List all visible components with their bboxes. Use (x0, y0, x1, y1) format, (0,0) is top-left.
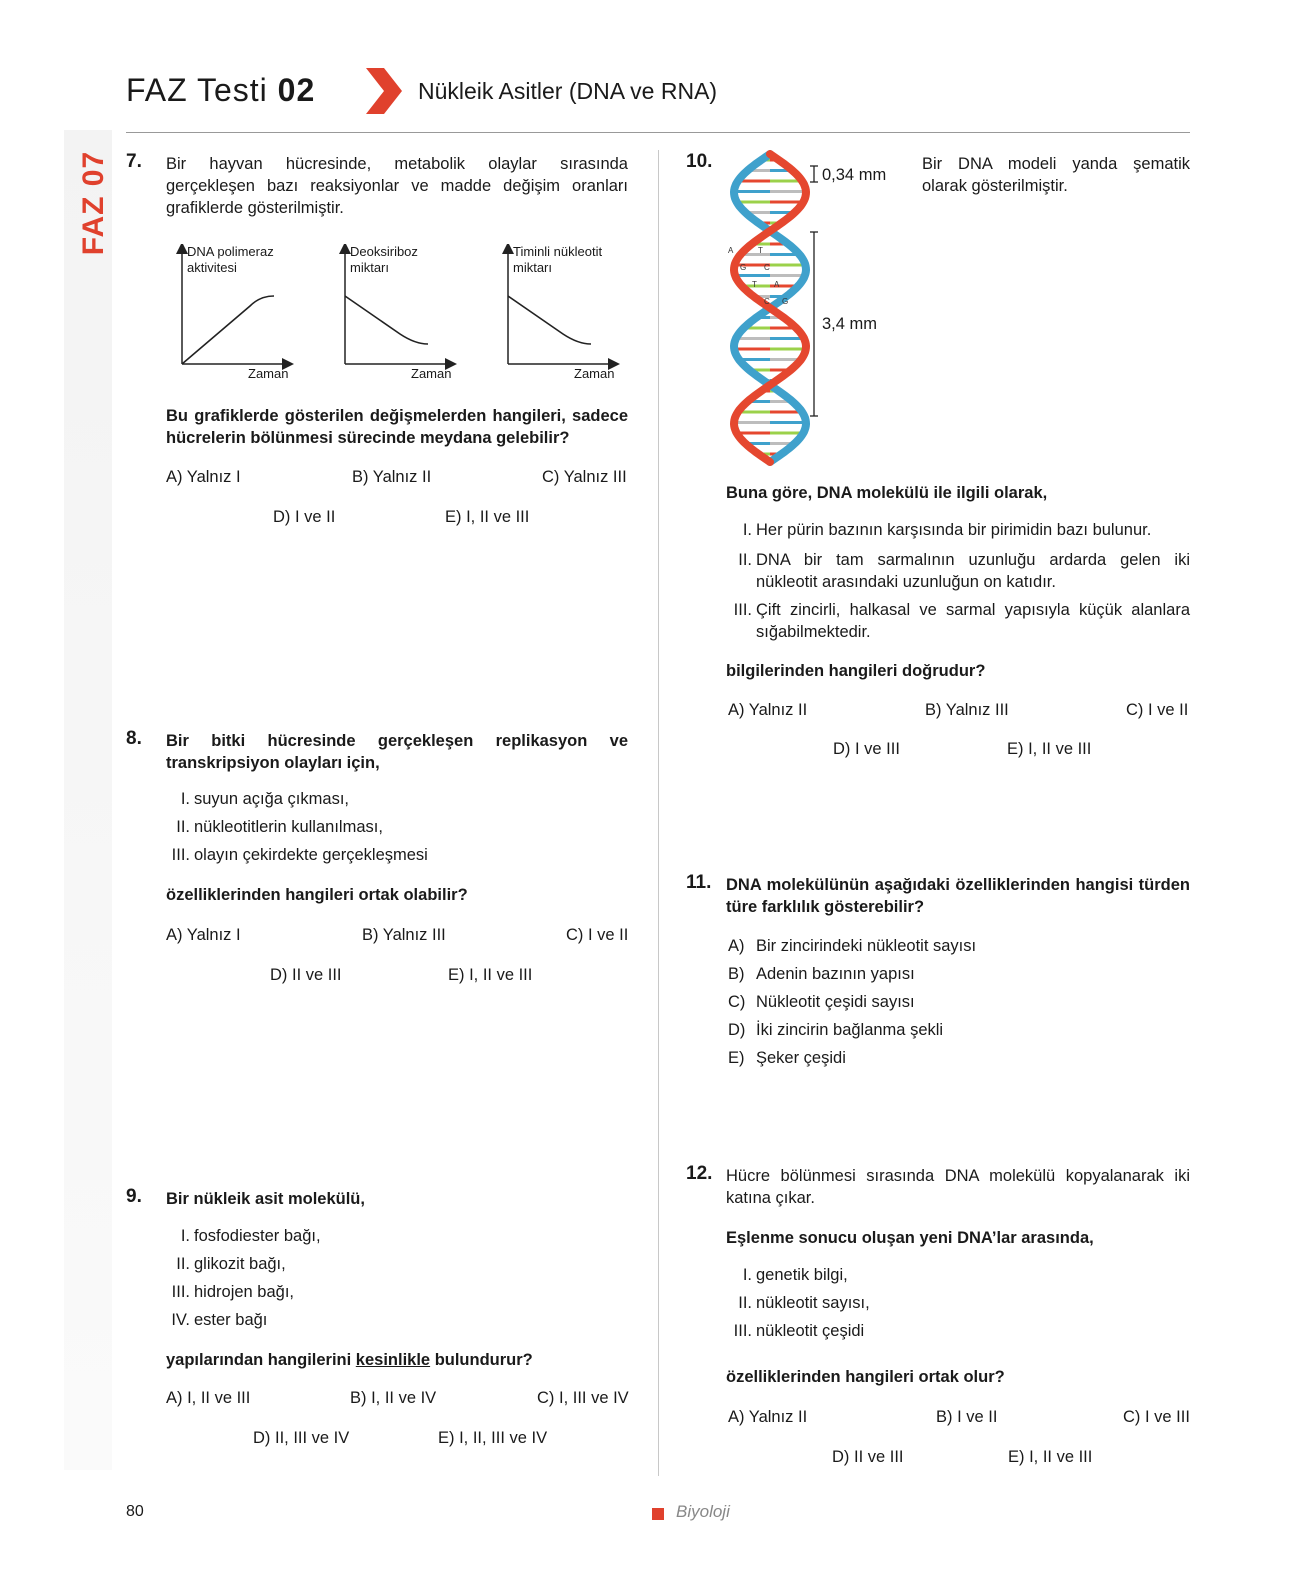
q9-option-e[interactable]: E) I, II, III ve IV (438, 1429, 548, 1447)
q8-question: özelliklerinden hangileri ortak olabilir? (166, 886, 468, 904)
q7-text: Bir hayvan hücresinde, metabolik olaylar sırasında gerçekleşen bazı reaksiyonlar ve madde değişim oranları grafiklerde gösterilmiştir. (166, 155, 628, 217)
q10-item-1: I. Her pürin bazının karşısında bir pirimidin bazı bulunur. (742, 521, 1152, 539)
graph-1-ylabel: DNA polimeraz aktivitesi (187, 244, 274, 275)
q12-text: Hücre bölünmesi sırasında DNA molekülü kopyalanarak iki katına çıkar. (726, 1167, 1190, 1207)
q9-item-4: IV. ester bağı (171, 1311, 268, 1329)
q9-option-c[interactable]: C) I, III ve IV (537, 1389, 629, 1407)
base-letter: C (764, 263, 770, 272)
q12-item-3: III. nükleotit çeşidi (733, 1322, 865, 1340)
sidebar-label (70, 150, 111, 256)
base-letter: C (764, 297, 770, 306)
column-divider (658, 150, 659, 1476)
q8-item-3: III. olayın çekirdekte gerçekleşmesi (171, 846, 428, 864)
q10-option-e[interactable]: E) I, II ve III (1007, 740, 1092, 758)
q9-text: Bir nükleik asit molekülü, (166, 1190, 365, 1208)
q9-item-1: I. fosfodiester bağı, (180, 1227, 321, 1245)
q11-text: DNA molekülünün aşağıdaki özelliklerinden hangisi türden türe farklılık gösterebilir? (726, 876, 1190, 916)
q10-option-d[interactable]: D) I ve III (833, 740, 900, 758)
q7-question: Bu grafiklerde gösterilen değişmelerden hangileri, sadece hücrelerin bölünmesi sürecinde meydana gelebilir? (166, 407, 628, 447)
graph-2-curve (345, 296, 428, 344)
q11-number: 11. (686, 872, 712, 893)
q11-option-e[interactable]: E) Şeker çeşidi (728, 1049, 846, 1067)
q10-item-3: III. Çift zincirli, halkasal ve sarmal yapısıyla küçük alanlara sığabilmektedir. (733, 601, 1190, 641)
q8-option-d[interactable]: D) II ve III (270, 966, 342, 984)
q12-option-c[interactable]: C) I ve III (1123, 1408, 1190, 1426)
q12-intro: Eşlenme sonucu oluşan yeni DNA’lar arasında, (726, 1229, 1094, 1247)
base-letter: T (758, 246, 763, 255)
page-number: 80 (126, 1503, 144, 1520)
subject-label: Biyoloji (676, 1502, 730, 1521)
measure-large-label: 3,4 mm (822, 315, 878, 333)
q10-intro: Buna göre, DNA molekülü ile ilgili olarak, (726, 484, 1048, 502)
q10-option-b[interactable]: B) Yalnız III (925, 701, 1009, 719)
sidebar-label-text: FAZ 07 (77, 150, 111, 256)
q8-option-a[interactable]: A) Yalnız I (166, 926, 241, 944)
measure-brackets (806, 160, 826, 422)
q8-option-c[interactable]: C) I ve II (566, 926, 629, 944)
graph-3-curve (508, 296, 591, 344)
q8-option-b[interactable]: B) Yalnız III (362, 926, 446, 944)
q9-option-b[interactable]: B) I, II ve IV (350, 1389, 437, 1407)
graph-3-xlabel: Zaman (574, 366, 615, 381)
square-icon (652, 1508, 664, 1520)
base-letter: G (740, 263, 747, 272)
graph-3-ylabel: Timinli nükleotit miktarı (513, 244, 603, 275)
q12-number: 12. (686, 1163, 713, 1184)
q7-option-a[interactable]: A) Yalnız I (166, 468, 241, 486)
q7-option-c[interactable]: C) Yalnız III (542, 468, 627, 486)
q11-option-c[interactable]: C) Nükleotit çeşidi sayısı (728, 993, 915, 1011)
base-letter: G (782, 297, 789, 306)
dna-strand (734, 154, 806, 462)
q12-option-d[interactable]: D) II ve III (832, 1448, 904, 1466)
q11-option-a[interactable]: A) Bir zincirindeki nükleotit sayısı (728, 937, 977, 955)
q10-option-a[interactable]: A) Yalnız II (728, 701, 808, 719)
q12-item-1: I. genetik bilgi, (742, 1266, 848, 1284)
q10-item-2: II. DNA bir tam sarmalının uzunluğu ardarda gelen iki nükleotit arasındaki uzunluğun on katıdır. (738, 551, 1190, 591)
measure-small-label: 0,34 mm (822, 166, 887, 184)
graph-1-xlabel: Zaman (248, 366, 289, 381)
page-subtitle: Nükleik Asitler (DNA ve RNA) (418, 78, 718, 104)
q12-item-2: II. nükleotit sayısı, (738, 1294, 870, 1312)
base-letter: T (752, 280, 757, 289)
q12-option-b[interactable]: B) I ve II (936, 1408, 998, 1426)
q9-option-a[interactable]: A) I, II ve III (166, 1389, 251, 1407)
q9-number: 9. (126, 1186, 142, 1207)
graph-2-ylabel: Deoksiriboz miktarı (350, 244, 418, 275)
q12-question: özelliklerinden hangileri ortak olur? (726, 1368, 1005, 1386)
q9-option-d[interactable]: D) II, III ve IV (253, 1429, 350, 1447)
q11-option-b[interactable]: B) Adenin bazının yapısı (728, 965, 915, 983)
q11-option-d[interactable]: D) İki zincirin bağlanma şekli (728, 1021, 944, 1039)
q10-question: bilgilerinden hangileri doğrudur? (726, 662, 986, 680)
title-number: 02 (277, 72, 316, 108)
q7-option-e[interactable]: E) I, II ve III (445, 508, 530, 526)
page-title (126, 72, 315, 109)
q12-option-e[interactable]: E) I, II ve III (1008, 1448, 1093, 1466)
q12-option-a[interactable]: A) Yalnız II (728, 1408, 808, 1426)
sidebar-strip (64, 130, 112, 1470)
header-divider (126, 132, 1190, 133)
graph-2-xlabel: Zaman (411, 366, 452, 381)
q8-text: Bir bitki hücresinde gerçekleşen replikasyon ve transkripsiyon olayları için, (166, 732, 628, 772)
title-prefix: FAZ Testi (126, 72, 268, 108)
q8-number: 8. (126, 728, 142, 749)
q9-item-3: III. hidrojen bağı, (171, 1283, 294, 1301)
q7-number: 7. (126, 151, 142, 172)
base-letter: A (774, 280, 780, 289)
q10-option-c[interactable]: C) I ve II (1126, 701, 1189, 719)
q9-question: yapılarından hangilerini kesinlikle bulundurur? (166, 1351, 533, 1369)
q9-item-2: II. glikozit bağı, (176, 1255, 286, 1273)
chevron-right-icon (364, 66, 404, 116)
q7-option-d[interactable]: D) I ve II (273, 508, 336, 526)
base-letter: A (728, 246, 734, 255)
q7-option-b[interactable]: B) Yalnız II (352, 468, 432, 486)
graph-1-curve (182, 296, 274, 364)
q9-emphasis: kesinlikle (355, 1351, 431, 1369)
q8-item-1: I. suyun açığa çıkması, (180, 790, 349, 808)
q10-text: Bir DNA modeli yanda şematik olarak gösterilmiştir. (922, 155, 1190, 195)
q10-number: 10. (686, 151, 713, 172)
q8-option-e[interactable]: E) I, II ve III (448, 966, 533, 984)
q8-item-2: II. nükleotitlerin kullanılması, (176, 818, 383, 836)
